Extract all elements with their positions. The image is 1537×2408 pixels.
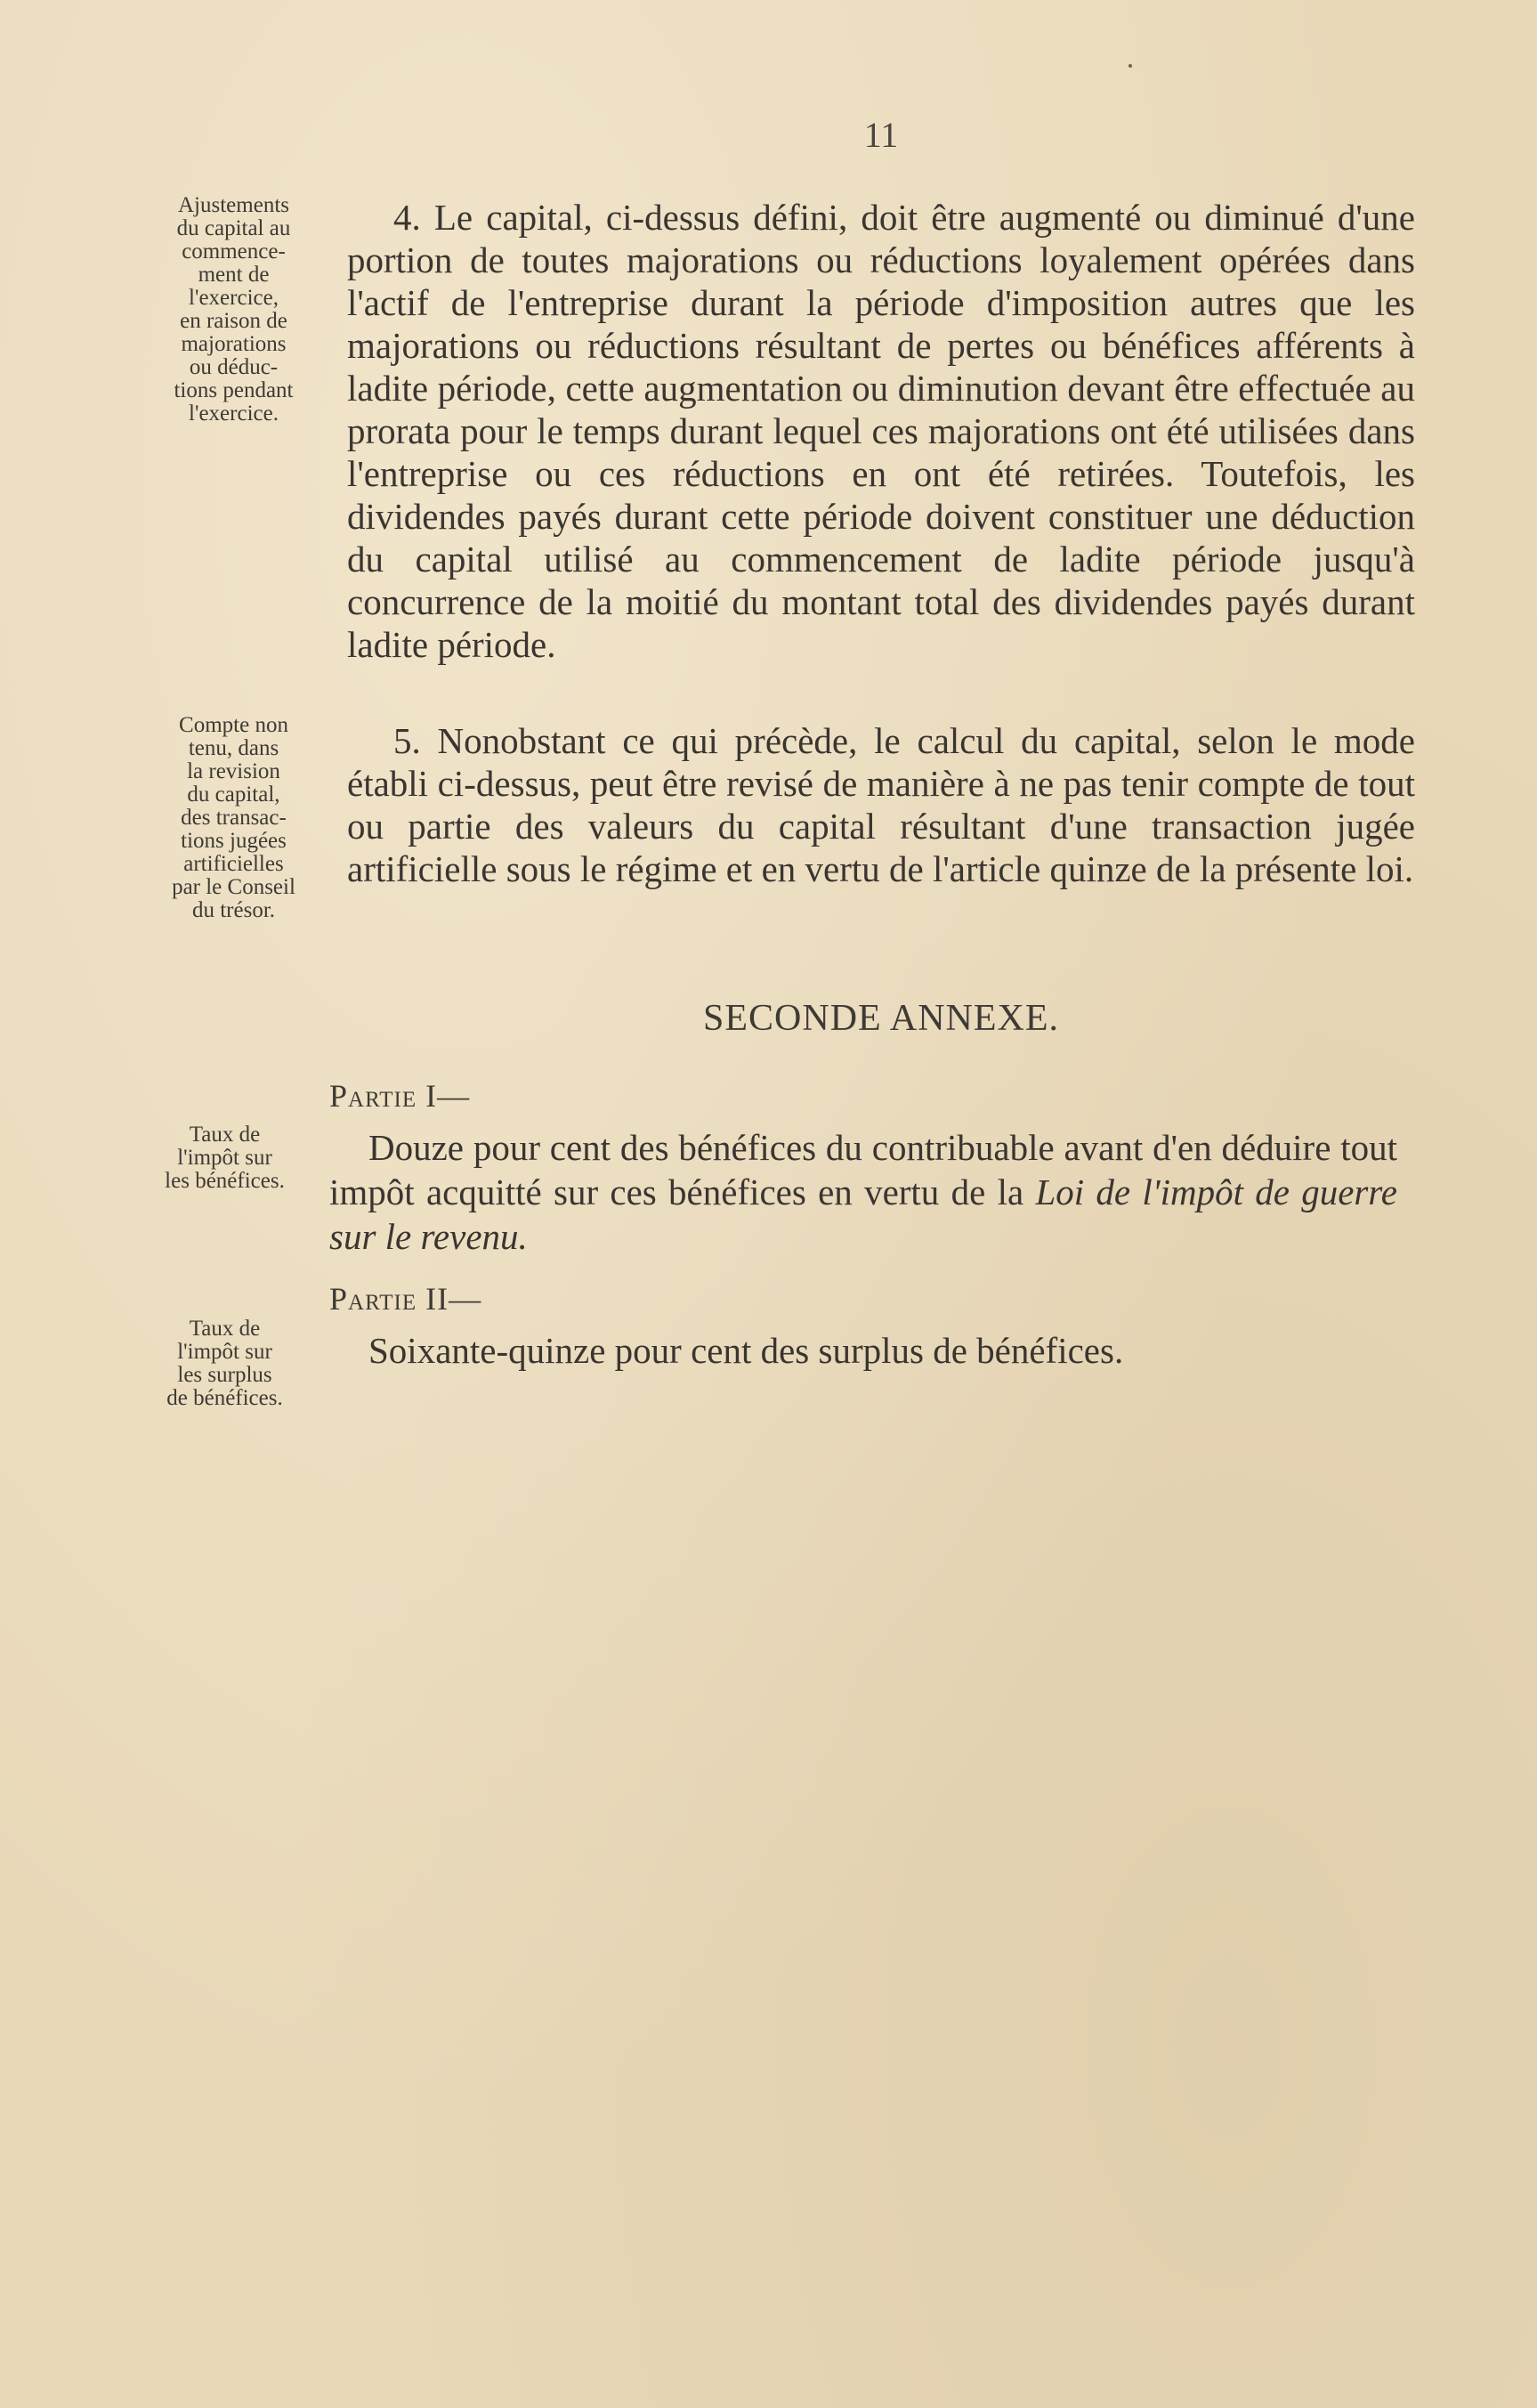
margin-line: ou déduc-: [189, 355, 279, 379]
margin-line: tenu, dans: [188, 736, 279, 760]
margin-line: artificielles: [183, 852, 284, 876]
margin-line: du capital,: [187, 782, 280, 807]
margin-line: Compte non: [179, 713, 288, 737]
margin-line: tions pendant: [174, 378, 294, 402]
margin-line: la revision: [187, 759, 280, 783]
paragraph-section-5: [347, 719, 1415, 890]
margin-line: les bénéfices.: [165, 1169, 285, 1193]
annex-title: SECONDE ANNEXE.: [703, 998, 1059, 1039]
margin-line: les surplus: [177, 1363, 272, 1387]
margin-line: tions jugées: [181, 829, 287, 853]
margin-line: l'exercice,: [189, 286, 279, 310]
margin-note-section-5: [133, 714, 334, 922]
margin-line: Taux de: [189, 1123, 261, 1147]
law-title-italic: Loi de l'impôt de guerre sur le revenu.: [329, 1172, 1397, 1257]
paper-speck: [1128, 64, 1132, 68]
margin-line: en raison de: [180, 309, 287, 333]
margin-line: par le Conseil: [172, 875, 295, 899]
margin-line: majorations: [181, 332, 287, 356]
margin-line: du capital au: [176, 216, 291, 240]
margin-note-part-two: [125, 1318, 325, 1410]
margin-line: du trésor.: [191, 898, 276, 922]
part-one-text: [329, 1125, 1397, 1259]
section-number: 4.: [393, 197, 421, 238]
part-two-text-main: Soixante-quinze pour cent des surplus de bénéfices.: [368, 1330, 1124, 1371]
margin-line: l'impôt sur: [177, 1340, 272, 1364]
margin-line: Taux de: [189, 1317, 261, 1341]
margin-line: l'impôt sur: [177, 1146, 272, 1170]
page-number: 11: [863, 115, 899, 155]
part-one-text-main: Douze pour cent des bénéfices du contribuable avant d'en déduire tout impôt acquitté sur ces bénéfices en vertu de la: [329, 1127, 1397, 1212]
margin-note-part-one: [125, 1123, 325, 1193]
paragraph-section-4: [347, 196, 1415, 666]
margin-line: de bénéfices.: [166, 1386, 283, 1410]
margin-line: des transac-: [181, 806, 287, 830]
part-two-text: [329, 1328, 1397, 1373]
section-text: Nonobstant ce qui précède, le calcul du capital, selon le mode établi ci-dessus, peut être revisé de manière à ne pas tenir compte de tout ou partie des valeurs du capital résultant d'une transaction jugée artificielle sous le régime et en vertu de l'article quinze de la présente loi.: [347, 720, 1416, 889]
margin-note-section-4: [133, 194, 334, 426]
part-one-heading: Partie I—: [329, 1078, 471, 1114]
section-text: Le capital, ci-dessus défini, doit être augmenté ou diminué d'une portion de toutes majorations ou réductions loyalement opérées dans l'actif de l'entreprise durant la période d'imposition autres que les majorations ou réductions résultant de pertes ou bénéfices afférents à ladite période, cette augmentation ou diminution devant être effectuée au prorata pour le temps durant lequel ces majorations ont été utilisées dans l'entreprise ou ces réductions en ont été retirées. Toutefois, les dividendes payés durant cette période doivent constituer une déduction du capital utilisé au commencement de ladite période jusqu'à concurrence de la moitié du montant total des dividendes payés durant ladite période.: [347, 197, 1415, 665]
section-number: 5.: [393, 720, 421, 761]
margin-line: ment de: [198, 263, 270, 287]
margin-line: commence-: [182, 239, 286, 264]
margin-line: Ajustements: [178, 193, 289, 217]
margin-line: l'exercice.: [189, 401, 279, 426]
part-two-heading: Partie II—: [329, 1281, 482, 1317]
